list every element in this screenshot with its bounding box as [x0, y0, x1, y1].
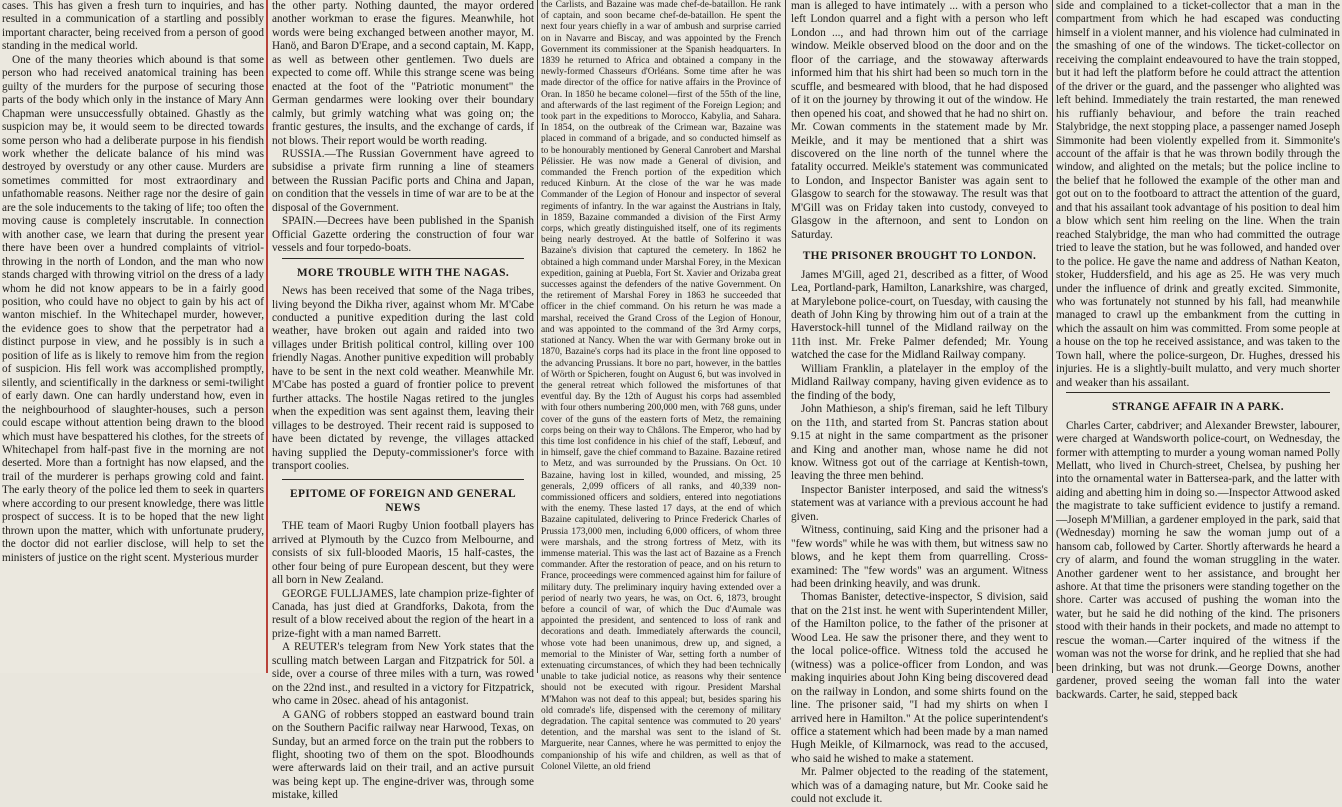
red-margin-rule [266, 0, 268, 673]
article-paragraph: GEORGE FULLJAMES, late champion prize-fighter of Canada, has just died at Grandforks, Dakota, from the result of a blow received about the region of the heart in a prize-fight with a man named Barrett. [272, 587, 534, 640]
article-paragraph: A GANG of robbers stopped an eastward bound train on the Southern Pacific railway near Harwood, Texas, on Sunday, but an armed force on the train put the robbers to flight, shooting two of them on the spot. Bloodhounds were afterwards laid on their trail, and an active pursuit was being kept up. The engine-driver was, through some mistake, killed [272, 708, 534, 802]
column-2 [272, 0, 534, 802]
column-5 [1056, 0, 1340, 701]
article-paragraph: Inspector Banister interposed, and said the witness's statement was at variance with a previous account he had given. [791, 483, 1048, 523]
column-4 [791, 0, 1048, 806]
article-paragraph: Witness, continuing, said King and the prisoner had a "few words" while he was with them, but witness saw no blows, and he kept them from quarrelling. Cross-examined: The "few words" was an argument. Witness had been drinking heavily, and was drunk. [791, 524, 1048, 591]
article-paragraph: SPAIN.—Decrees have been published in the Spanish Official Gazette ordering the construction of four war vessels and four torpedo-boats. [272, 215, 534, 255]
column-rule [785, 0, 786, 673]
section-rule [1066, 392, 1330, 393]
article-paragraph: One of the many theories which abound is that some person who had received anatomical training has been guilty of the murders for the purpose of securing those parts of the body which only in the instance of Mary Ann Chapman were unsuccessfully obtained. Ghastly as the suspicion may be, it would seem to be directed towards some person who had a deliberate purpose in his fiendish work whether the delicate balance of his mind was destroyed by overstudy or any other cause. Murders are sometimes committed for most extraordinary and unfathomable reasons. Neither rage nor the desire of gain are the sole inducements to the taking of life; too often the moving cause is completely inscrutable. In connection with another case, we learn that during the present year there have been over a hundred complaints of vitriol-throwing in the north of London, and the man who now stands charged with throwing vitriol on the dress of a lady whom he did not know appears to be in a fairly good position, who could have no object to gain by his act of wanton mischief. In the Whitechapel murder, however, the evidence goes to show that the perpetrator had a distinct purpose in view, and he possibly is in such a position of life as is likely to remove him from the region of suspicion. His fell work was accomplished promptly, silently, and scientifically in the darkness or semi-twilight of early dawn. One can hardly understand how, even in the neighbourhood of slaughter-houses, such a person could escape without attention being drawn to the blood which must have bespattered his clothes, for the streets of Whitechapel from half-past five in the morning are not deserted. More than a fortnight has now elapsed, and the trail of the murderer is perhaps growing cold and faint. The early theory of the police led them to seek in quarters where according to our present knowledge, there was little prospect of success. It is to be hoped that the new light thrown upon the matter, which with unfortunate prudery, the doctor did not earlier disclose, will help to set the ministers of justice on the right scent. Mysterious murder [2, 53, 264, 564]
article-headline: STRANGE AFFAIR IN A PARK. [1112, 401, 1284, 414]
article-headline: THE PRISONER BROUGHT TO LONDON. [802, 250, 1037, 263]
article-paragraph: William Franklin, a platelayer in the employ of the Midland Railway company, having given evidence as to the finding of the body, [791, 362, 1048, 402]
column-3 [541, 0, 781, 772]
column-rule [1052, 0, 1053, 673]
article-paragraph: John Mathieson, a ship's fireman, said he left Tilbury on the 11th, and started from St. Pancras station about 9.15 at night in the same compartment as the prisoner and King and another man, whose name he did not know. Witness got out of the carriage at Kentish-town, leaving the three men behind. [791, 403, 1048, 483]
article-paragraph: RUSSIA.—The Russian Government have agreed to subsidise a private firm running a line of steamers between the Russian Pacific ports and China and Japan, on condition that the vessels in time of war are to be at the disposal of the Government. [272, 147, 534, 214]
section-rule [282, 479, 524, 480]
article-paragraph: A REUTER's telegram from New York states that the sculling match between Largan and Fitzpatrick for 50l. a side, over a course of three miles with a turn, was rowed on the 22nd inst., and resulted in a victory for Fitzpatrick, who came in 20sec. ahead of his antagonist. [272, 641, 534, 708]
article-paragraph: James M'Gill, aged 21, described as a fitter, of Wood Lea, Portland-park, Hamilton, Lanarkshire, was charged, at Marylebone police-court, on Tuesday, with causing the death of John King by throwing him out of a train at the Haverstock-hill tunnel of the Midland railway on the 11th inst. Mr. Freke Palmer defended; Mr. Young watched the case for the Midland Railway company. [791, 268, 1048, 362]
article-paragraph: the Carlists, and Bazaine was made chef-de-bataillon. He rank of captain, and soon became chef-de-bataillon. He spent the next four years chiefly in a war of ambush and surprise carried on in Navarre and Biscay, and was appointed by the French Government its commissioner at the Spanish headquarters. In 1839 he returned to Africa and obtained a company in the newly-formed Chasseurs d'Orléans. Some time after he was made director of the office for native affairs in the Province of Oran. In 1850 he became colonel—first of the 55th of the line, and afterwards of the last regiment of the Foreign Legion; and took part in the expeditions to Morocco, Kabylia, and Sahara. In 1854, on the outbreak of the Crimean war, Bazaine was placed in command of a brigade, and so conducted himself as to be honourably mentioned by General Canrobert and Marshal Pélissier. He was now made a General of division, and commanded the French portion of the expedition which reduced Kinburn. At the close of the war he was made Commander of the Legion of Honour and inspector of several regiments of infantry. In the war against the Austrians in Italy, in 1859, Bazaine commanded a division of the First Army corps, which greatly distinguished itself, one of its regiments being nearly destroyed. At the battle of Solferino it was Bazaine's division that captured the cemetery. In 1862 he obtained a high command under Marshal Forey, in the Mexican expedition, gaining at Puebla, Fort St. Xavier and Orizaba great successes against the defenders of the native Government. On the retirement of Marshal Forey in 1863 he succeeded that officer in the chief command. On his return he was made a marshal, received the Grand Cross of the Legion of Honour, and was appointed to the command of the 3rd Army corps, stationed at Nancy. When the war with Germany broke out in 1870, Bazaine's corps had its place in the front line opposed to the advancing Prussians. It bore no part, however, in the battles of Wörth or Spicheren, fought on August 6, but was involved in the general retreat which followed the misfortunes of that eventful day. By the 12th of August his corps had assembled with four others numbering 200,000 men, with 768 guns, under cover of the guns of the eastern forts of Metz, the remaining corps being on their way to Châlons. The Emperor, who had by this time lost confidence in his chief of the staff, Lebœuf, and in himself, gave the chief command to Bazaine. Bazaine retired to Metz, and was surrounded by the Prussians. On Oct. 10 Bazaine, having lost in killed, wounded, and missing, 25 generals, 2,099 officers of all ranks, and 40,339 non-commissioned officers and soldiers, entered into negotiations with the enemy. These lasted 17 days, at the end of which Bazaine capitulated, delivering to Prince Frederick Charles of Prussia 173,000 men, including 6,000 officers, of whom three were marshals, and the strong fortress of Metz, with its immense material. This was the last act of Bazaine as a French commander. After the restoration of peace, and on his return to France, proceedings were commenced against him for failure of military duty. The preliminary inquiry having extended over a period of nearly two years, he was, on Oct. 6, 1873, brought before a council of war, of which the Duc d'Aumale was appointed the president, and sentenced to loss of rank and decorations and death. Immediately afterwards the council, whose vote had been unanimous, drew up, and signed, a memorial to the Minister of War, setting forth a number of extenuating circumstances, of which they had been technically unable to take judicial notice, as reasons why their sentence should not be executed with rigour. President Marshal M'Mahon was not deaf to this appeal; but, besides sparing his old comrade's life, dispensed with the ceremony of military degradation. The capital sentence was commuted to 20 years' detention, and the marshal was sent to the island of St. Marguerite, near Cannes, where he was permitted to enjoy the companionship of his wife and children, as well as that of Colonel Vilette, an old friend [541, 0, 781, 772]
article-paragraph: the other party. Nothing daunted, the mayor ordered another workman to erase the figures. Meanwhile, hot words were being exchanged between another mayor, M. Hanö, and Baron D'Erape, and a second captain, M. Kapp, as well as between other gentlemen. Two duels are expected to come off. While this strange scene was being enacted at the foot of the "Patriotic monument" the German gendarmes were looking over their boundary calmly, but grimly watching what was going on; the frantic gestures, the insults, and the exchange of cards, if not blows. Their report would be worth reading. [272, 0, 534, 147]
article-headline: EPITOME OF FOREIGN AND GENERAL NEWS [290, 488, 516, 514]
section-rule [282, 258, 524, 259]
article-paragraph: Thomas Banister, detective-inspector, S division, said that on the 21st inst. he went with Superintendent Miller, of the Hamilton police, to the father of the prisoner at Wood Lea. He saw the prisoner there, and they went to the local police-office. Witness told the accused he (witness) was a police-officer from London, and was making inquiries about John King being discovered dead on the railway in London, and some shirts found on the line. The prisoner said, "I had my shirts on when I arrived here in Hamilton." At the police superintendent's office a statement which had been made by a man named Hugh Meikle, of Kilmarnock, was read to the accused, who said he wished to make a statement. [791, 591, 1048, 765]
article-paragraph: Charles Carter, cabdriver; and Alexander Brewster, labourer, were charged at Wandsworth police-court, on Wednesday, the former with attempting to murder a young woman named Polly Mellatt, who lived in Church-street, Chelsea, by pushing her into the ornamental water in Battersea-park, and the latter with aiding and abetting him in doing so.—Inspector Attwood asked the magistrate to take sufficient evidence to justify a remand.—Joseph M'Millian, a gardener employed in the park, said that (Wednesday) morning he saw the woman jump out of a hansom cab, followed by Carter. Shortly afterwards he heard a cry of alarm, and found the woman struggling in the water. Another gardener went to her assistance, and brought her ashore. At that time the prisoners were standing together on the shore. Carter was accused of pushing the woman into the water, but he said he did nothing of the kind. The prisoners stood with their hands in their pockets, and made no attempt to rescue the woman.—Carter inquired of the witness if the woman was not the worse for drink, and he replied that she had been drinking, but was not drunk.—George Downs, another gardener, proved seeing the woman fall into the water backwards. Carter, he said, stepped back [1056, 419, 1340, 701]
article-paragraph: THE team of Maori Rugby Union football players has arrived at Plymouth by the Cuzco from Melbourne, and consists of six full-blooded Maoris, 15 half-castes, the other four being of pure European descent, but they were all born in New Zealand. [272, 520, 534, 587]
article-paragraph: cases. This has given a fresh turn to inquiries, and has resulted in a communication of a startling and possibly important character, being received from a person of good standing in the medical world. [2, 0, 264, 53]
article-paragraph: Mr. Palmer objected to the reading of the statement, which was of a damaging nature, but Mr. Cooke said he could not exclude it. [791, 766, 1048, 806]
article-paragraph: side and complained to a ticket-collector that a man in the compartment from which he had escaped was conducting himself in a violent manner, and his violence had culminated in the smashing of one of the windows. The ticket-collector on receiving the complaint endeavoured to have the train stopped, but it had left the platform before he could attract the attention of the driver or the guard, and the passenger who alighted was left behind. Immediately the train restarted, the man renewed his ruffianly behaviour, and before the train reached Stalybridge, the next stopping place, a passenger named Joseph Simmonite had been violently expelled from it. Simmonite's account of the affair is that he was thrown bodily through the window, and alighted on the metals; but the police incline to the belief that he followed the example of the other man and got out on to the footboard to attract the attention of the guard, and that his assailant took advantage of his position to deal him a blow which sent him reeling on the line. When the train reached Stalybridge, the man who had committed the outrage tried to leave the station, but he was followed, and handed over to the police. He gave the name and address of Nathan Keaton, stoker, Huddersfield, and his age as 25. He was very much under the influence of drink and greatly excited. Simmonite, who was fortunately not stunned by his fall, had meanwhile managed to crawl up the embankment from the cutting in which the assault on him was committed. From some people at a house on the top he received assistance, and was taken to the Town hall, where the police-surgeon, Dr. Hughes, dressed his injuries. He is a slightly-built mulatto, and very much shorter and weaker than his assailant. [1056, 0, 1340, 389]
article-paragraph: man is alleged to have intimately ... with a person who left London quarrel and a fight with a person who left London ..., and had thrown him out of the carriage window. Meikle observed blood on the door and on the floor of the carriage, and the stowaway afterwards informed him that his shirt had been so much torn in the scuffle, and besmeared with blood, that he had disposed of it on the journey by throwing it out of the window. He then opened his coat, and showed that he had no shirt on. Mr. Cowan comments in the statement made by Mr. Meikle, and it may be mentioned that a shirt was discovered on the line north of the tunnel where the fatality occurred. Meikle's statement was communicated to London, and Inspector Banister was again sent to Glasgow to search for the stowaway. The result was that M'Gill was on Friday taken into custody, conveyed to Glasgow in the afternoon, and sent to London on Saturday. [791, 0, 1048, 241]
article-paragraph: News has been received that some of the Naga tribes, living beyond the Dikha river, against whom Mr. M'Cabe conducted a punitive expedition during the last cold weather, have broken out again and raided into two villages under British political control, killing over 100 friendly Nagas. Another punitive expedition will probably have to be sent in the next cold weather. Meanwhile Mr. M'Cabe has posted a guard of frontier police to prevent further attacks. The hostile Nagas retired to the jungles when the expedition was sent against them, leaving their villages to be destroyed. Their recent raid is supposed to have been dictated by revenge, the villages attacked having supplied the Deputy-commissioner's force with transport coolies. [272, 285, 534, 472]
column-rule [537, 0, 538, 673]
column-1 [2, 0, 264, 673]
article-headline: MORE TROUBLE WITH THE NAGAS. [296, 266, 510, 279]
